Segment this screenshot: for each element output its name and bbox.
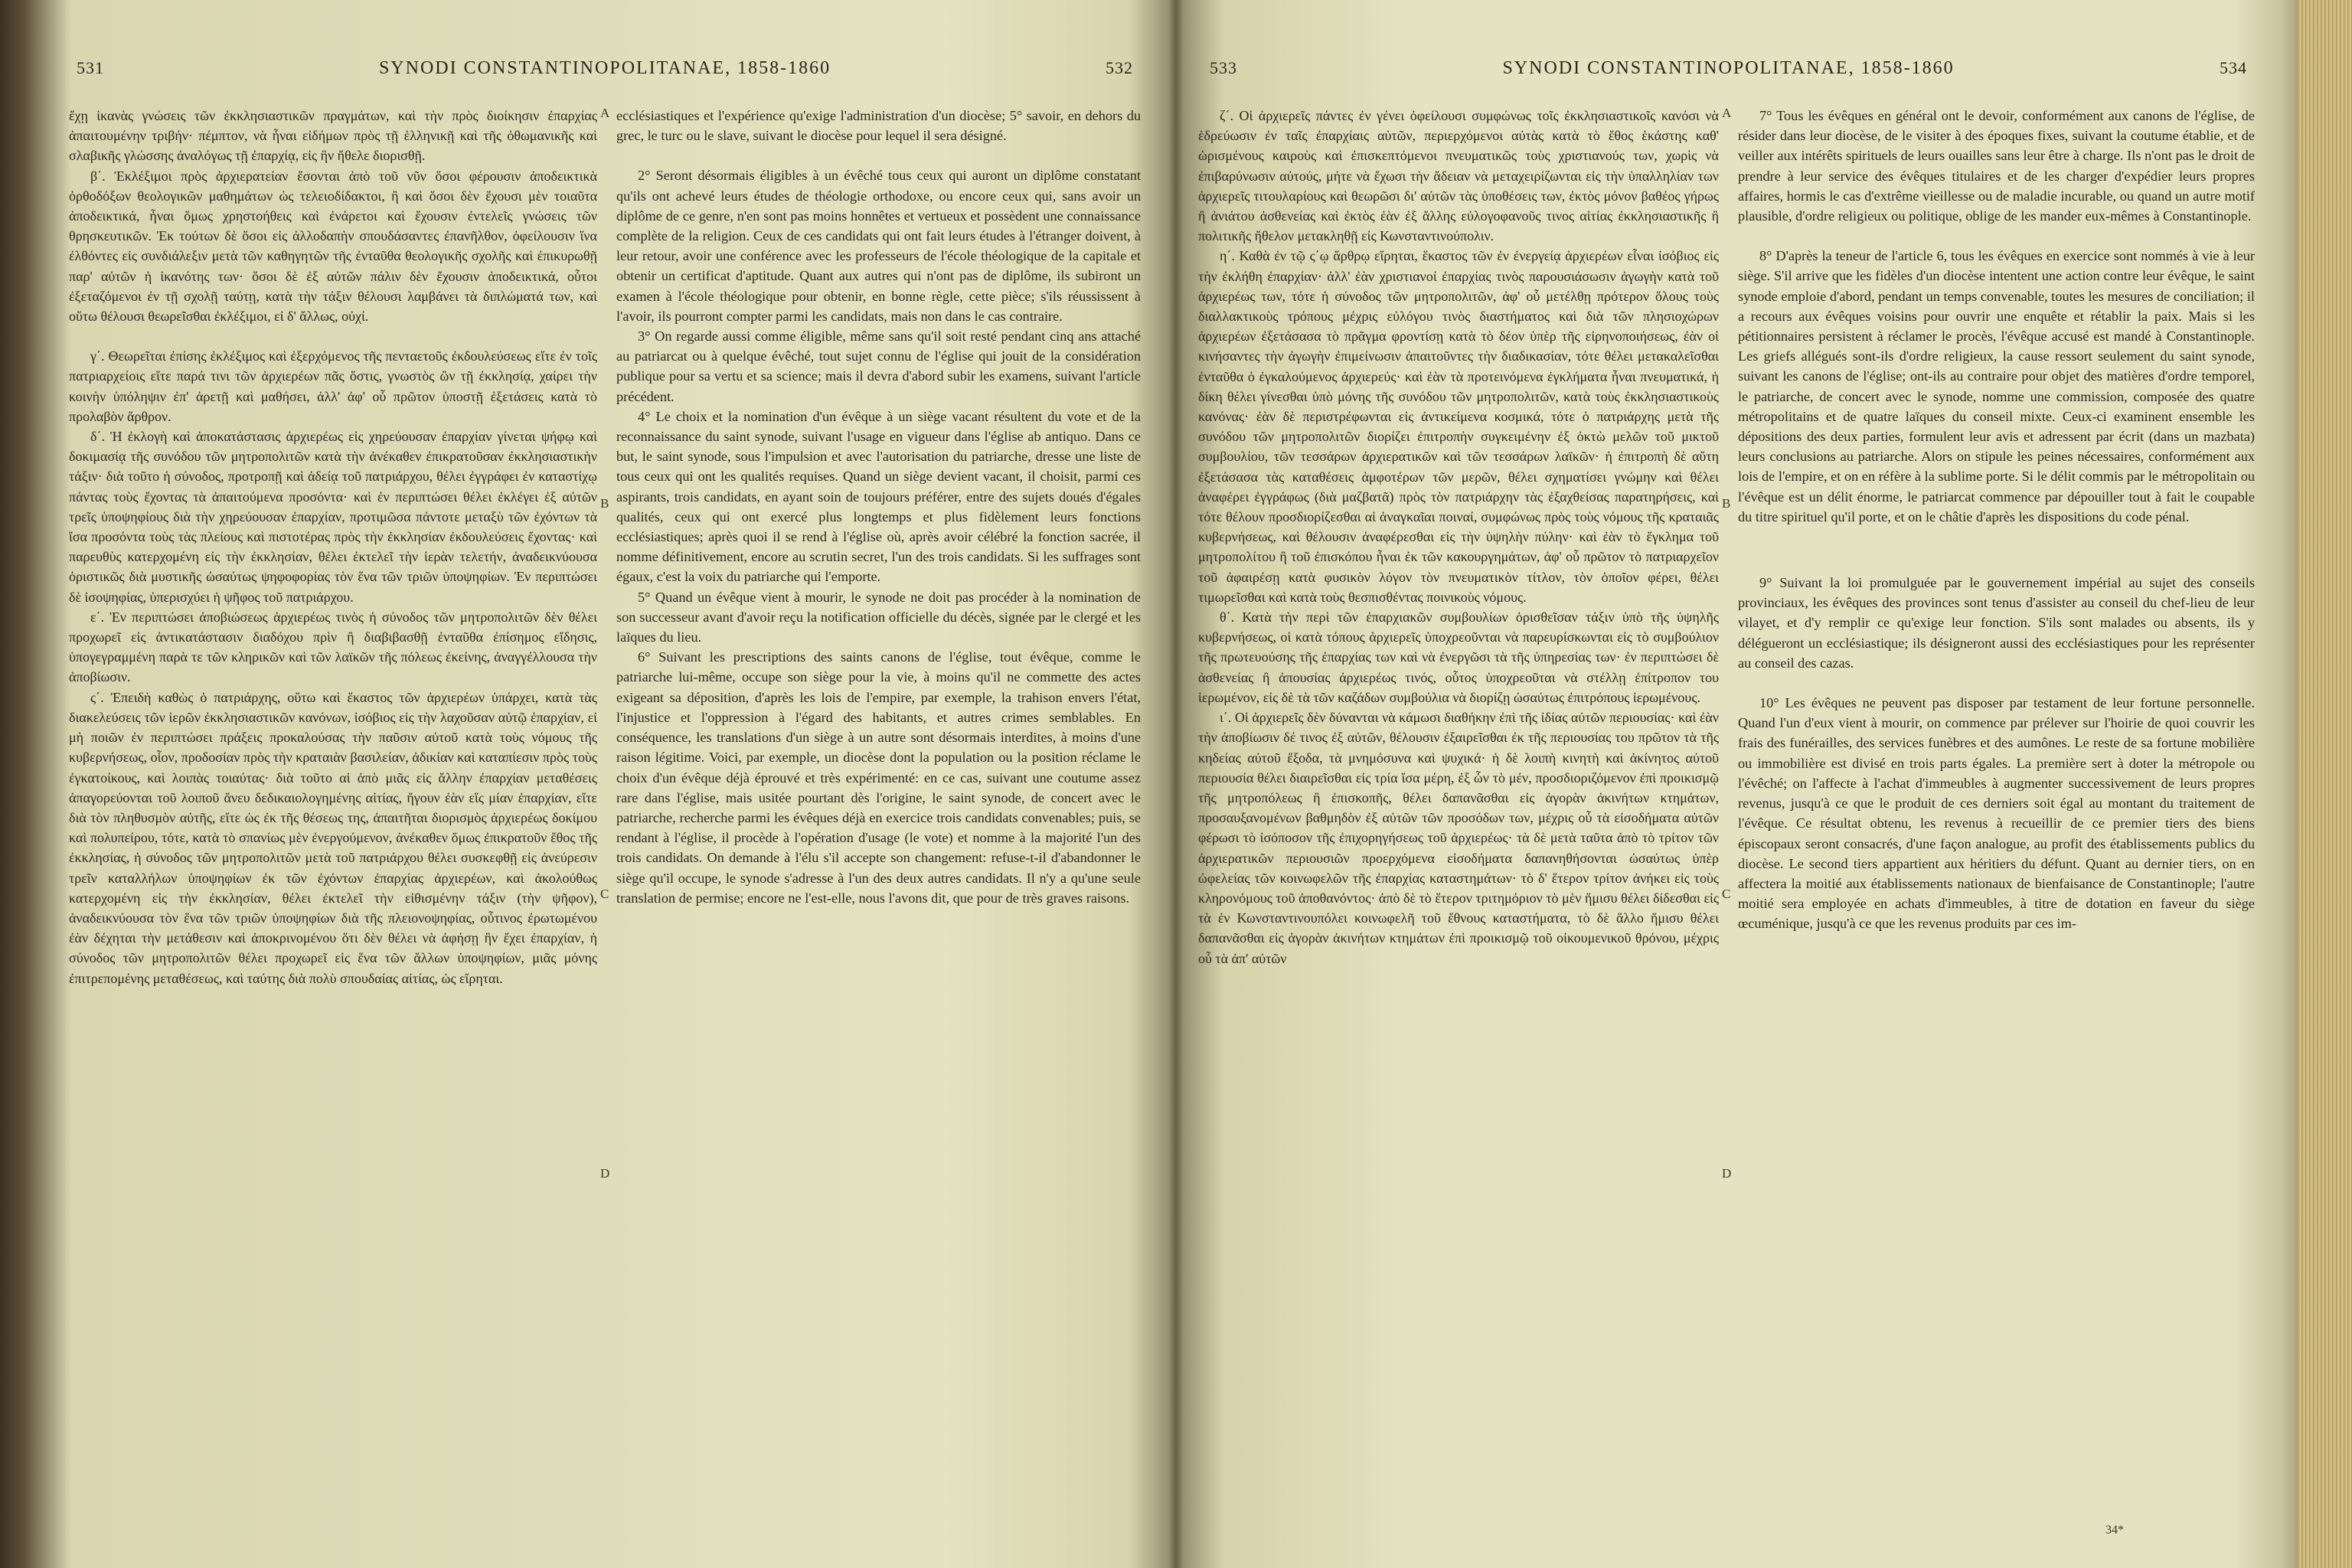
greek-paragraph: ζ΄. Οἱ ἀρχιερεῖς πάντες ἐν γένει ὀφείλουσι συμφώνως τοῖς ἐκκλησιαστικοῖς κανόσι νὰ ἑδρεύωσιν ἐν ταῖς ἐπαρχίαις αὐτῶν, περιερχόμενοι αὐτὰς κατὰ τὸ ἔθος ἑκάστης καθ' ὡρισμένους καιροὺς καὶ ἐπισκεπτόμενοι πνευματικῶς τοὺς χριστιανούς των, χωρὶς νὰ ἐπιβαρύνωσιν αὐτούς, μήτε νὰ ἔχωσι τὴν ἄδειαν νὰ μεταχειρίζωνται εἰς τὴν ὑπαλληλίαν των ἀρχιερεῖς τιτουλαρίους καὶ θεωρῶσι δι' αὐτῶν τὰς ὑποθέσεις των, ἐκτὸς μόνον βαθέος γήρως ἢ ἀνιάτου ἀσθενείας καὶ ἐκτὸς ἐὰν ἐξ ἄλλης εὐλογοφανοῦς τινος αἰτίας ἐκκλησιαστικῆς ἢ πολιτικῆς ἤθελον μετακληθῇ εἰς Κωνσταντινούπολιν. (1198, 108, 1719, 244)
french-paragraph: 2° Seront désormais éligibles à un évêché tous ceux qui auront un diplôme constatant qu'ils ont achevé leurs études de théologie orthodoxe, ou encore ceux qui, sans avoir un diplôme de ce genre, n'en sont pas moins honnêtes et vertueux et possèdent une connaissance complète de la religion. Ceux de ces candidats qui ont fait leurs études à l'étranger doivent, à leur retour, avoir une conférence avec les professeurs de l'école théologique de la capitale et obtenir un certificat d'aptitude. Quant aux autres qui n'ont pas de diplôme, ils subiront un examen à l'école théologique pour obtenir, en bonne règle, cette pièce; s'ils réussissent à l'avoir, ils pourront compter parmi les candidats, mais non dans le cas contraire. (616, 168, 1141, 324)
greek-paragraph: θ΄. Κατὰ τὴν περὶ τῶν ἐπαρχιακῶν συμβουλίων ὁρισθεῖσαν τάξιν ὑπὸ τῆς ὑψηλῆς κυβερνήσεως, οἱ κατὰ τόπους ἀρχιερεῖς ὑποχρεοῦνται νὰ παρευρίσκωνται εἰς τὸ συμβούλιον τῆς πρωτευούσης τῆς ἐπαρχίας των καὶ νὰ ἐνεργῶσι τὰ τῆς ὑπηρεσίας των· ἐν περιπτώσει δὲ ἀσθενείας ἢ ἀπουσίας ἀρχιερέως τινός, οὗτος ὑποχρεοῦται νὰ στέλλῃ ἐπίτροπον του ἱερωμένον, εἰς δὲ τὰ τῶν καζάδων συμβούλια νὰ διορίζῃ ὡσαύτως ἐπιτρόπους ἱερωμένους. (1198, 609, 1719, 705)
section-marker: D (600, 1166, 610, 1181)
running-title: SYNODI CONSTANTINOPOLITANAE, 1858-1860 (378, 58, 831, 78)
section-marker: A (1722, 106, 1732, 120)
running-title: SYNODI CONSTANTINOPOLITANAE, 1858-1860 (1502, 58, 1955, 78)
greek-paragraph: γ΄. Θεωρεῖται ἐπίσης ἐκλέξιμος καὶ ἐξερχόμενος τῆς πενταετοῦς ἐκδουλεύσεως εἴτε ἐν τοῖς πατριαρχείοις εἴτε παρά τινι τῶν ἀρχιερέων πᾶς ὅστις, γνωστὸς ὢν τῇ ἐκκλησίᾳ, χαίρει τὴν κοινὴν ὑπόληψιν ἐπ' ἀρετῇ καὶ μαθήσει, ἀλλ' ἀφ' οὗ πρῶτον ὑποστῇ ἐξετάσεις κατὰ τὸ προλαβὸν ἄρθρον. (69, 348, 597, 424)
page-number: 532 (1106, 58, 1133, 77)
page-number: 533 (1210, 58, 1237, 77)
french-column (1738, 106, 2255, 934)
french-paragraph: 9° Suivant la loi promulguée par le gouvernement impérial au sujet des conseils provinciaux, les évêques des provinces sont tenus d'assister au conseil du chef-lieu de leur vilayet, et d'y remplir ce qu'exige leur fonction. S'ils sont malades ou absents, ils y délégueront un ecclésiastique; ils désigneront aussi des ecclésiastiques pour les représenter au conseil des cazas. (1738, 575, 2255, 671)
right-page-header (1194, 58, 2262, 89)
page-number: 534 (2220, 58, 2247, 77)
french-paragraph: 8° D'après la teneur de l'article 6, tous les évêques en exercice sont nommés à vie à leur siège. S'il arrive que les fidèles d'un diocèse intentent une action contre leur évêque, le saint synode emploie d'abord, pendant un temps convenable, toutes les mesures de conciliation; il a recours aux évêques voisins pour ouvrir une enquête et rétablir la paix. Mais si les pétitionnaires persistent à réclamer le procès, l'évêque accusé est mandé à Constantinople. Les griefs allégués sont-ils d'ordre religieux, la cause ressort seulement du saint synode, suivant les canons de l'église; ont-ils au contraire pour objet des matières d'ordre temporel, le patriarche, de concert avec le synode, nomme une commission, composée des quatre métropolitains et de quatre laïques du conseil mixte. Ceux-ci examinent ensemble les dépositions des deux parties, formulent leur avis et adressent par écrit (dans un mazbata) leurs conclusions au patriarche. Alors on stipule les peines nécessaires, conformément aux lois de l'empire, et on en réfère à la sublime porte. Si le délit commis par le métropolitain ou l'évêque est un délit énorme, le patriarcat commence par dépouiller tout à fait le coupable du titre spirituel qu'il porte, et on le châtie d'après les dispositions du code pénal. (1738, 248, 2255, 524)
right-columns (1194, 106, 2262, 1547)
section-marker: B (600, 496, 609, 511)
french-paragraph: ecclésiastiques et l'expérience qu'exige l'administration d'un diocèse; 5° savoir, en dehors du grec, le turc ou le slave, suivant le diocèse pour lequel il sera désigné. (616, 108, 1141, 144)
greek-paragraph: η΄. Καθὰ ἐν τῷ ς΄ῳ ἄρθρῳ εἴρηται, ἕκαστος τῶν ἐν ἐνεργείᾳ ἀρχιερέων εἶναι ἰσόβιος εἰς τὴν ἐκλήθη ἐπαρχίαν· ἀλλ' ἐὰν χριστιανοί ἐπαρχίας τινὸς παρουσιάσωσιν ἀγωγὴν κατὰ τοῦ ἀρχιερέως των, τότε ἡ σύνοδος τῶν μητροπολιτῶν, ἀφ' οὗ μετέλθῃ πρότερον ὅλους τοὺς διαλλακτικοὺς τρόπους μέχρις εὐλόγου τινὸς διαστήματος καὶ διὰ τῶν πλησιοχώρων ἀρχιερέων ἐξετάσασα τὸ πρᾶγμα φροντίσῃ κατὰ τὸ δέον ὑπὲρ τῆς εἰρηνοποιήσεως, ἐὰν οἱ κινήσαντες τὴν ἀγωγὴν ἐπιμείνωσιν ἀπαιτοῦντες τὴν διαδικασίαν, τότε θέλει μετακαλεῖσθαι ἐνταῦθα ὁ ἐγκαλούμενος ἀρχιερεύς· καὶ ἐὰν τὰ προτεινόμενα ἐγκλήματα ἦναι πνευματικά, ἡ δίκη θέλει γίνεσθαι ὑπὸ μόνης τῆς συνόδου τῶν μητροπολιτῶν, κατὰ τοὺς ἐκκλησιαστικοὺς κανόνας· ἐὰν δὲ περιστρέφωνται εἰς ἀντικείμενα κοσμικά, τότε ὁ πατριάρχης μετὰ τῆς συνόδου τῶν μητροπολιτῶν διορίζει ἐπιτροπὴν συγκειμένην ἐξ ὀκτὼ μελῶν τοῦ μικτοῦ συμβουλίου, τῶν τεσσάρων ἀρχιερατικῶν καὶ τῶν τεσσάρων λαϊκῶν· ἡ ἐπιτροπὴ δὲ αὕτη ἐξετάσασα τὰς καταθέσεις ἀμφοτέρων τῶν μερῶν, θέλει σχηματίσει γνώμην καὶ θέλει ἀναφέρει ἐγγράφως (διὰ μαζβατᾶ) πρὸς τὸν πατριάρχην τὰς ἐξαχθείσας παρατηρήσεις, καὶ τότε θέλουν προσδιορίζεσθαι αἱ ἀναγκαῖαι ποιναί, συμφώνως πρὸς τοὺς νόμους τῆς κραταιᾶς κυβερνήσεως, καὶ θέλουσιν ἀναφέρεσθαι εἰς τὴν ὑψηλὴν πύλην· καὶ ἐὰν τὸ ἔγκλημα τοῦ μητροπολίτου ἢ τοῦ ἐπισκόπου ἦναι ἐκ τῶν κακουργημάτων, ἀφ' οὗ πρῶτον τὸ πατριαρχεῖον τοῦ ἀφαιρέσῃ κατὰ φυσικὸν λόγον τὸν πνευματικὸν τίτλον, τὸν ὁποῖον φέρει, θέλει τιμωρεῖσθαι καὶ κατὰ τοὺς θεσπισθέντας ποινικοὺς νόμους. (1198, 248, 1719, 605)
section-marker: C (600, 887, 609, 901)
french-paragraph: 6° Suivant les prescriptions des saints canons de l'église, tout évêque, comme le patriarche lui-même, occupe son siège pour la vie, à moins qu'il ne commette des actes exigeant sa déposition, d'après les lois de l'empire, par exemple, la trahison envers l'état, l'injustice et l'oppression à l'égard des habitants, et autres crimes semblables. En conséquence, les translations d'un siège à un autre sont désormais interdites, à moins d'une raison légitime. Voici, par exemple, un diocèse dont la population ou la position réclame le choix d'un évêque déjà éprouvé et très expérimenté: en ce cas, suivant une coutume assez rare dans l'église, mais usitée pourtant dès l'origine, le saint synode, de concert avec le patriarche, recherche parmi les évêques déjà en exercice trois candidats convenables; puis, se rendant à l'église, il procède à l'opération d'usage (le vote) et nomme à la majorité l'un des trois candidats. On demande à l'élu s'il accepte son changement: refuse-t-il d'abandonner le siège qu'il occupe, le synode s'adresse à l'un des deux autres candidats. Il n'y a qu'une seule translation de permise; encore ne l'est-elle, nous l'avons dit, que pour de très graves raisons. (616, 649, 1141, 906)
greek-paragraph: ς΄. Ἐπειδὴ καθὼς ὁ πατριάρχης, οὕτω καὶ ἕκαστος τῶν ἀρχιερέων ὑπάρχει, κατὰ τὰς διακελεύσεις τῶν ἱερῶν ἐκκλησιαστικῶν κανόνων, ἰσόβιος εἰς τὴν λαχοῦσαν αὐτῷ ἐπαρχίαν, εἰ μὴ ποιῶν ἐν περιπτώσει πράξεις προκαλούσας τὴν παῦσιν αὐτοῦ κατὰ τοὺς νόμους τῆς κυβερνήσεως, οἷον, προδοσίαν πρὸς τὴν κραταιὰν βασιλείαν, ἀδικίαν καὶ καταπίεσιν πρὸς τοὺς ἐγκατοίκους, καὶ λοιπὰς τοιαύτας· διὰ τοῦτο αἱ ἀπὸ μιᾶς εἰς ἄλλην ἐπαρχίαν μεταθέσεις ἀπαγορεύονται τοῦ λοιποῦ ἄνευ δεδικαιολογημένης αἰτίας, ἤγουν ἐὰν εἴς μίαν ἐπαρχίαν, εἴτε διὰ τὸν πληθυσμὸν αὐτῆς, εἴτε ὡς ἐκ τῆς θέσεως της, ἀπαιτῆται διορισμὸς ἀρχιερέως δοκίμου καὶ πολυπείρου, τότε, κατὰ τὸ σπανίως μὲν ἐνεργούμενον, ἀνέκαθεν ὅμως ἐπικρατοῦν ἔθος τῆς ἐκκλησίας, ἡ σύνοδος τῶν μητροπολιτῶν μετὰ τοῦ πατριάρχου θέλει συσκεφθῇ εἰς ἀνεύρεσιν τρεῖν καταλλήλων ὑποψηφίων ἐκ τῶν ἐχόντων ἐπαρχίας ἀρχιερέων, καὶ ἀκολούθως κατερχομένη εἰς τὴν ἐκκλησίαν, θέλει ἐκτελεῖ τὴν εἰθισμένην τάξιν (τὴν ψῆφον), ἀναδεικνύουσα τὸν ἕνα τῶν τριῶν ὑποψηφίων διὰ τῆς πλειονοψηφίας, οὗτινος ἐρωτωμένου ἐὰν δέχηται τὴν μετάθεσιν καὶ ἀποκρινομένου ὅτι δὲν θέλει νὰ ἀφήσῃ ἣν ἔχει ἐπαρχίαν, ἡ σύνοδος τῶν μητροπολιτῶν θέλει προχωρεῖ εἰς ἕνα τῶν ἄλλων ὑποψηφίων, μιᾶς μόνης ἐπιτρεπομένης μεταθέσεως, καὶ ταύτης διὰ πολὺ σπουδαίας αἰτίας, ὡς εἴρηται. (69, 689, 597, 986)
page-number: 531 (77, 58, 104, 77)
signature-mark: 34* (2105, 1524, 2124, 1537)
section-marker: C (1722, 887, 1731, 901)
french-paragraph: 3° On regarde aussi comme éligible, même sans qu'il soit resté pendant cinq ans attaché au patriarcat ou à quelque évêché, tout sujet connu de l'église qui jouit de la considération publique pour sa vertu et sa science; mais il devra d'abord subir les examens, suivant l'article précédent. (616, 328, 1141, 404)
french-paragraph: 7° Tous les évêques en général ont le devoir, conformément aux canons de l'église, de résider dans leur diocèse, de le visiter à des époques fixes, suivant la coutume établie, et de veiller aux intérêts spirituels de leurs ouailles sans leur être à charge. Ils n'ont pas le droit de prendre à leur service des évêques titulaires et de les charger d'expédier leurs propres affaires, hormis le cas d'extrême vieillesse ou de maladie incurable, ou quand un autre motif plausible, d'ordre religieux ou politique, oblige de les mander eux-mêmes à Constantinople. (1738, 108, 2255, 224)
book-spine (1168, 0, 1184, 1568)
left-page-header (61, 58, 1148, 89)
right-page (1194, 46, 2262, 1547)
french-paragraph: 10° Les évêques ne peuvent pas disposer par testament de leur fortune personnelle. Quand l'un d'eux vient à mourir, on commence par prélever sur l'hoirie de quoi couvrir les frais des funérailles, des services funèbres et des aumônes. Le reste de sa fortune mobilière ou immobilière est divisé en trois parts égales. La première sert à doter la métropole ou l'évêché; on l'affecte à l'achat d'immeubles à augmenter successivement de leurs propres revenus, jusqu'à ce que le produit de ces derniers soit égal au montant du traitement de l'évêque. Ce résultat obtenu, les revenus à recueillir de ce premier tiers des biens épiscopaux seront consacrés, d'une façon analogue, au profit des établissements publics du diocèse. Le second tiers appartient aux héritiers du défunt. Quant au dernier tiers, on en affectera la moitié aux établissements nationaux de bienfaisance de Constantinople; l'autre moitié sera employée en achats d'immeubles, à titre de dotation en faveur du siège œcuménique, jusqu'à ce que les revenus produits par ces im- (1738, 695, 2255, 932)
greek-column (1198, 106, 1719, 969)
section-marker: D (1722, 1166, 1732, 1181)
french-paragraph: 5° Quand un évêque vient à mourir, le synode ne doit pas procéder à la nomination de son successeur avant d'avoir reçu la notification officielle du décès, signée par le clergé et les laïques du lieu. (616, 589, 1141, 645)
section-marker: B (1722, 496, 1731, 511)
left-page (61, 46, 1148, 1547)
page-edges (2298, 0, 2352, 1568)
french-paragraph: 4° Le choix et la nomination d'un évêque à un siège vacant résultent du vote et de la reconnaissance du saint synode, suivant l'usage en vigueur dans l'église ab antiquo. Dans ce but, le saint synode, sous l'impulsion et avec l'autorisation du patriarche, dresse une liste de tous ceux qui ont les qualités requises. Quand un siège devient vacant, il choisit, parmi ces aspirants, trois candidats, en ayant soin de toujours préférer, entre des sujets doués d'égales qualités, ceux qui ont exercé plus longtemps et plus fidèlement leurs fonctions ecclésiastiques; après quoi il se rend à l'église où, après avoir célébré la fonction sacrée, il nomme définitivement, encore au scrutin secret, l'un des trois candidats. Si les suffrages sont égaux, c'est la voix du patriarche qui l'emporte. (616, 408, 1141, 585)
french-column (616, 106, 1141, 908)
greek-paragraph: δ΄. Ἡ ἐκλογὴ καὶ ἀποκατάστασις ἀρχιερέως εἰς χηρεύουσαν ἐπαρχίαν γίνεται ψήφῳ καὶ δοκιμασίᾳ τῆς συνόδου τῶν μητροπολιτῶν κατὰ τὴν ἀνέκαθεν ἐπικρατοῦσαν ἐκκλησιαστικὴν τάξιν· διὰ τοῦτο ἡ σύνοδος, προτροπῇ καὶ ἀδείᾳ τοῦ πατριάρχου, θέλει ἐγγράφει ἐν καταστίχῳ πάντας τοὺς ἔχοντας τὰ ἀπαιτούμενα προσόντα· καὶ ἐν περιπτώσει θέλει ἐκλέγει ἐξ αὐτῶν τρεῖς ὑποψηφίους διὰ τὴν χηρεύουσαν ἐπαρχίαν, προτιμῶσα πάντοτε μεταξὺ τῶν ἐχόντων τὰ ἴσα προσόντα τοὺς τὰς πλείους καὶ πιστοτέρας πρὸς τὴν ἐκκλησίαν ἐκδουλεύσεις ἔχοντας· καὶ παρευθὺς κατερχομένη εἰς τὴν ἐκκλησίαν, θέλει ἐκτελεῖ τὴν ἱερὰν τελετήν, ἀναδεικνύουσα ὁριστικῶς διὰ μυστικῆς ὡσαύτως ψηφοφορίας τὸν ἕνα τῶν τριῶν ὑποψηφίων. Ἐν περιπτώσει δὲ ἰσοψηφίας, ὑπερισχύει ἡ ψῆφος τοῦ πατριάρχου. (69, 429, 597, 605)
greek-paragraph: ι΄. Οἱ ἀρχιερεῖς δὲν δύνανται νὰ κάμωσι διαθήκην ἐπὶ τῆς ἰδίας αὐτῶν περιουσίας· καὶ ἐὰν τὴν ἀποβίωσιν δέ τινος ἐξ αὐτῶν, θέλουσιν ἐξαιρεῖσθαι ἐκ τῆς περιουσίας του πρῶτον τὰ τῆς κηδείας αὐτοῦ ἔξοδα, τὰ μνημόσυνα καὶ ψυχικά· ἡ δὲ λοιπὴ κινητὴ καὶ ἀκίνητος αὐτοῦ περιουσία θέλει διαιρεῖσθαι εἰς τρία ἴσα μέρη, ἐξ ὧν τὸ μέν, προσδιοριζόμενον ἐπὶ προικισμῷ τῆς μητροπόλεως ἢ ἐπισκοπῆς, θέλει δαπανᾶσθαι εἰς ἀγορὰν ἀκινήτων κτημάτων, προσαυξανομένων βαθμηδὸν ἐξ αὐτῶν τῶν προσόδων των, μέχρις οὗ τὰ εἰσοδήματα αὐτῶν φέρωσι τὸ ἰσόποσον τῆς ἐπιχορηγήσεως τοῦ ἀρχιερέως· τὰ δὲ μετὰ ταῦτα ἀπὸ τὸ τρίτον τῶν ἀρχιερατικῶν περιουσιῶν προερχόμενα εἰσοδήματα δαπανηθήσονται ὡσαύτως ὑπὲρ ὠφελείας τῶν κοινωφελῶν τῆς ἐπαρχίας καταστημάτων· τὸ δ' ἕτερον τρίτον ἀνήκει εἰς τοὺς κληρονόμους τοῦ ἀποθανόντος· ἀπὸ δὲ τὸ ἕτερον τριτημόριον τὸ μὲν ἥμισυ θέλει δίδεσθαι εἰς τὰ ἐν Κωνσταντινουπόλει κοινωφελῆ τοῦ ἔθνους καταστήματα, τὸ δὲ ἄλλο ἥμισυ θέλει δαπανᾶσθαι εἰς ἀγορὰν ἀκινήτων κτημάτων ἐπὶ προικισμῷ τοῦ οἰκουμενικοῦ θρόνου, μέχρις οὗ τὰ ἀπ' αὐτῶν (1198, 710, 1719, 966)
greek-paragraph: ε΄. Ἐν περιπτώσει ἀποβιώσεως ἀρχιερέως τινὸς ἡ σύνοδος τῶν μητροπολιτῶν δὲν θέλει προχωρεῖ εἰς ἀντικατάστασιν διαδόχου πρὶν ἢ διαβιβασθῇ ἐνταῦθα ἐπίσημος εἴδησις, ὑπογεγραμμένη παρὰ τε τῶν κληρικῶν καὶ τῶν λαϊκῶν τῆς πόλεως ἐκείνης, ἀναγγέλλουσα τὴν ἀποβίωσιν. (69, 609, 597, 685)
greek-column (69, 106, 597, 988)
section-marker: A (600, 106, 610, 120)
greek-paragraph: β΄. Ἐκλέξιμοι πρὸς ἀρχιερατείαν ἔσονται ἀπὸ τοῦ νῦν ὅσοι φέρουσιν ἀποδεικτικὰ ὀρθοδόξων θεολογικῶν μαθημάτων ὡς τελειοδίδακτοι, ἢ καὶ ὅσοι δὲν ἔχουσι μὲν τοιαῦτα ἀποδεικτικά, ἦναι ὅμως χρηστοήθεις καὶ ἐνάρετοι καὶ ἔχουσιν ἐντελεῖς γνώσεις τῶν θρησκευτικῶν. Ἐκ τούτων δὲ ὅσοι εἰς ἀλλοδαπὴν σπουδάσαντες ἐπανῆλθον, ὀφείλουσιν ἵνα ἐλθόντες εἰς συνδιάλεξιν μετὰ τῶν καθηγητῶν τῆς ἐνταῦθα θεολογικῆς σχολῆς καὶ ἐπικυρωθῇ παρ' αὐτῶν ἡ ἱκανότης των· ὅσοι δὲ ἐξ αὐτῶν πάλιν δὲν ἔχουσιν ἀποδεικτικά, οὗτοι ἐξεταζόμενοι ἐν τῇ σχολῇ ταύτῃ, κατὰ τὴν τάξιν θέλουσι λαμβάνει τὰ διπλώματά των, καὶ οὕτω θέλουσι θεωρεῖσθαι ἐκλέξιμοι, εἰ δ' ἄλλως, οὐχί. (69, 168, 597, 325)
left-columns (61, 106, 1148, 1547)
greek-paragraph: ἔχῃ ἱκανὰς γνώσεις τῶν ἐκκλησιαστικῶν πραγμάτων, καὶ τὴν πρὸς διοίκησιν ἐπαρχίας ἀπαιτουμένην τριβήν· πέμπτον, νὰ ἦναι εἰδήμων πρὸς τῇ ἑλληνικῇ καὶ τῆς ὀθωμανικῆς καὶ σλαβικῆς γλώσσης ἀναλόγως τῇ ἐπαρχίᾳ, εἰς ἣν ἤθελε διορισθῇ. (69, 108, 597, 164)
